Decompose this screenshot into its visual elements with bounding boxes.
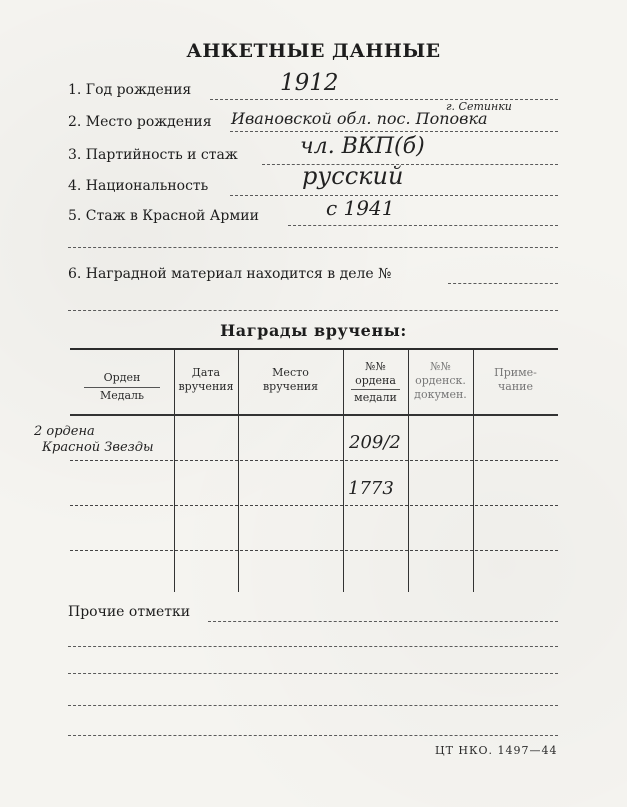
award-number-2: 1773 — [348, 478, 394, 499]
header-place-bottom: вручения — [262, 380, 319, 393]
field-label-nationality: 4. Национальность — [68, 178, 209, 194]
header-note-bottom: чание — [497, 380, 533, 393]
blank-line — [68, 673, 558, 674]
header-document-bottom: докумен. — [414, 388, 467, 401]
field-value-birth-place: Ивановской обл. пос. Поповка — [231, 109, 488, 128]
field-label-army-service: 5. Стаж в Красной Армии — [68, 208, 259, 224]
header-date-bottom: вручения — [178, 380, 234, 393]
blank-line — [68, 705, 558, 706]
field-line — [208, 621, 558, 622]
blank-line — [68, 646, 558, 647]
header-order — [70, 371, 174, 403]
field-label-award-material: 6. Наградной материал находится в деле № — [68, 266, 392, 282]
table-row-divider — [70, 505, 558, 506]
other-marks — [68, 604, 558, 628]
table-row-divider — [70, 460, 558, 461]
header-order-bottom: Медаль — [84, 387, 160, 403]
header-place-top: Место — [272, 366, 309, 379]
field-value-party: чл. ВКП(б) — [300, 134, 425, 159]
field-army-service — [68, 196, 558, 232]
header-place — [238, 366, 343, 394]
header-number — [343, 360, 408, 405]
field-value-nationality: русский — [302, 162, 404, 190]
header-number-mid: ордена — [355, 374, 396, 387]
blank-line — [68, 247, 558, 248]
header-order-top: Орден — [103, 371, 141, 384]
header-document-top: №№ — [430, 360, 451, 373]
table-header-divider — [70, 414, 558, 416]
header-date-top: Дата — [191, 366, 221, 379]
field-note-birth-place: г. Сетинки — [446, 100, 512, 113]
blank-line — [68, 735, 558, 736]
header-date — [174, 366, 238, 394]
field-line — [288, 225, 558, 226]
field-value-birth-year: 1912 — [280, 70, 339, 96]
header-document-mid: орденск. — [415, 374, 466, 387]
award-name-line2: Красной Звезды — [42, 440, 154, 455]
field-value-army-service: с 1941 — [326, 196, 395, 220]
print-code: ЦТ НКО. 1497—44 — [435, 744, 558, 757]
document-title: АНКЕТНЫЕ ДАННЫЕ — [186, 40, 441, 62]
field-label-party: 3. Партийность и стаж — [68, 147, 238, 163]
field-line — [448, 283, 558, 284]
field-line — [230, 131, 558, 132]
field-label-birth-place: 2. Место рождения — [68, 114, 212, 130]
header-note — [473, 366, 558, 394]
field-award-material — [68, 266, 558, 290]
header-number-top: №№ — [365, 360, 386, 373]
other-marks-label: Прочие отметки — [68, 604, 191, 620]
header-note-top: Приме- — [494, 366, 537, 379]
field-label-birth-year: 1. Год рождения — [68, 82, 192, 98]
award-name-line1: 2 ордена — [34, 424, 95, 439]
award-number-1: 209/2 — [349, 432, 401, 453]
awards-table — [34, 348, 558, 592]
awards-heading: Награды вручены: — [220, 321, 407, 340]
header-number-bottom: медали — [351, 389, 400, 405]
header-document — [408, 360, 473, 402]
table-row-divider — [70, 550, 558, 551]
blank-line — [68, 310, 558, 311]
field-nationality — [68, 162, 558, 202]
